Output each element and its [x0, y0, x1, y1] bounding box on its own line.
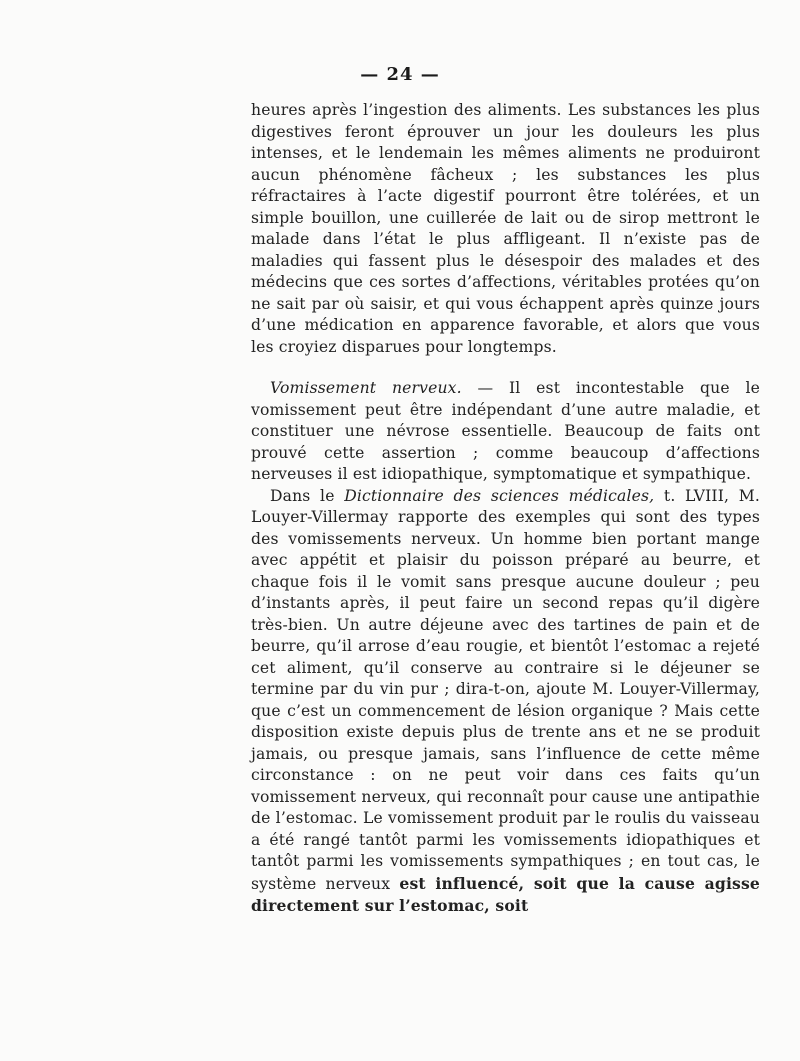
paragraph-3-lead: Dans le — [270, 486, 345, 505]
section-heading-vomissement-nerveux: Vomissement nerveux. — [270, 379, 462, 397]
paragraph-2-text: — Il est incontestable que le vomissement peut être indépendant d’une autre maladie, et constituer une névrose essentielle. Beaucoup de faits ont prouvé cette assertion ; comme beaucoup d’affections nerveuses il est idiopathique, symptomatique et sympathique. — [251, 379, 760, 483]
page-number: — 24 — — [360, 64, 440, 85]
dictionary-reference: Dictionnaire des sciences médicales, — [344, 486, 655, 505]
paragraph-3-last-line: est influencé, soit que la cause agisse directement sur l’estomac, soit — [251, 873, 760, 915]
paragraph-3 — [251, 486, 760, 918]
paragraph-2 — [251, 378, 760, 486]
body-text — [251, 100, 760, 918]
paragraph-3-text: t. LVIII, M. Louyer-Villermay rapporte des exemples qui sont des types des vomissements nerveux. Un homme bien portant mange avec appétit et plaisir du poisson préparé au beurre, et chaque fois il le vomit sans presque aucune douleur ; peu d’instants après, il peut faire un second repas qu’il digère très-bien. Un autre déjeune avec des tartines de pain et de beurre, qu’il arrose d’eau rougie, et bientôt l’estomac a rejeté cet aliment, qu’il conserve au contraire si le déjeuner se termine par du vin pur ; dira-t-on, ajoute M. Louyer-Villermay, que c’est un commencement de lésion organique ? Mais cette disposition existe depuis plus de trente ans et ne se produit jamais, ou presque jamais, sans l’influence de cette même circonstance : on ne peut voir dans ces faits qu’un vomissement nerveux, qui reconnaît pour cause une antipathie de l’estomac. Le vomissement produit par le roulis du vaisseau a été rangé tantôt parmi les vomissements idiopathiques et tantôt parmi les vomissements sympathiques ; en tout cas, le système nerveux — [251, 486, 760, 893]
paragraph-1: heures après l’ingestion des aliments. Les substances les plus digestives feront éprouver un jour les douleurs les plus intenses, et le lendemain les mêmes aliments ne produiront aucun phénomène fâcheux ; les substances les plus réfractaires à l’acte digestif pourront être tolérées, et un simple bouillon, une cuillerée de lait ou de sirop mettront le malade dans l’état le plus affligeant. Il n’existe pas de maladies qui fassent plus le désespoir des malades et des médecins que ces sortes d’affections, véritables protées qu’on ne sait par où saisir, et qui vous échappent après quinze jours d’une médication en apparence favorable, et alors que vous les croyiez disparues pour longtemps. — [251, 101, 760, 356]
